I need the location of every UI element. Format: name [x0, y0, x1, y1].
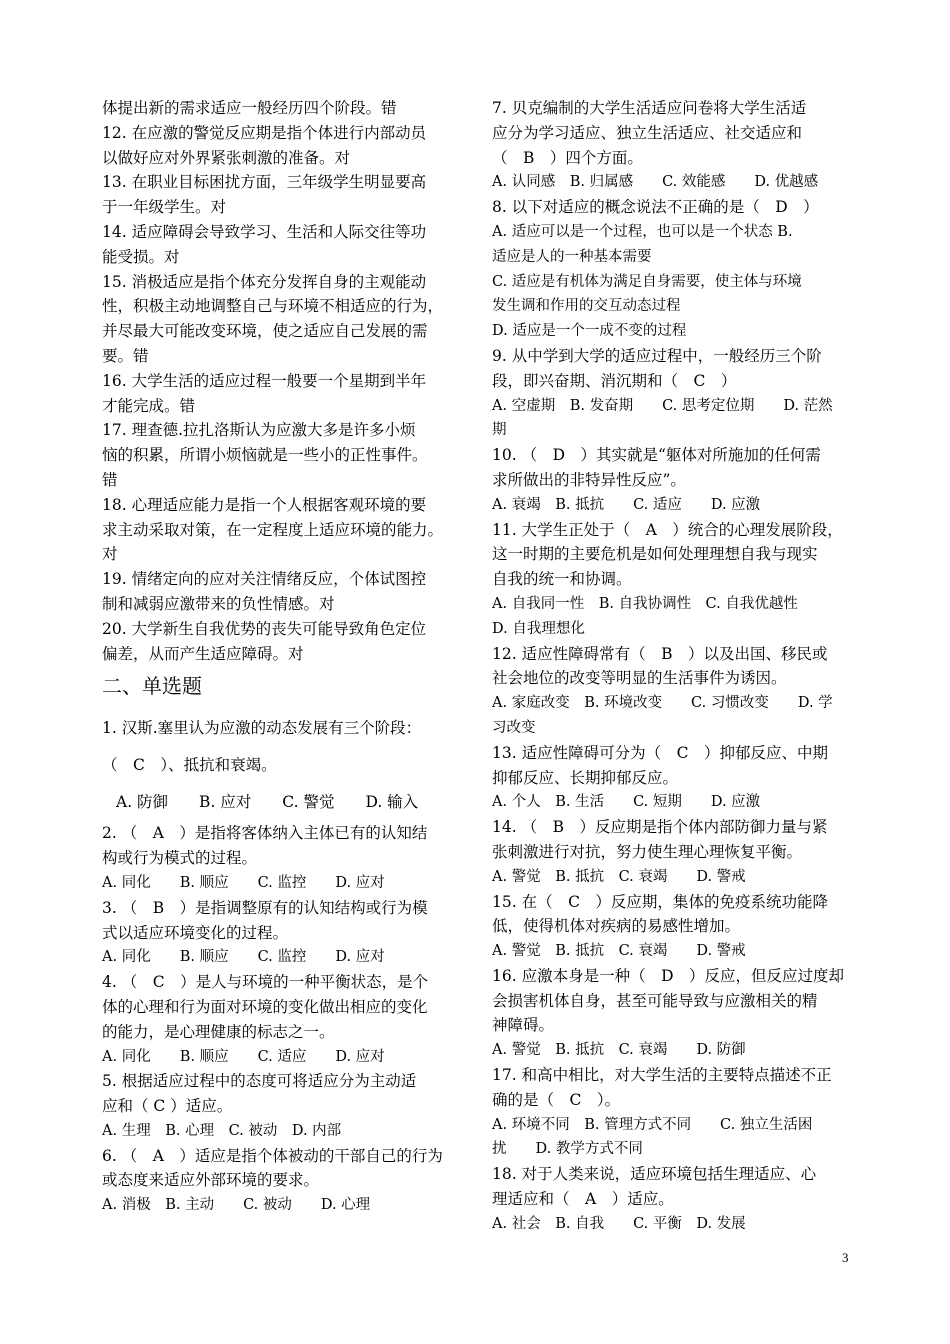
statement-line: 错	[102, 470, 118, 489]
statement-line: 对	[102, 545, 118, 564]
statement-line: 要。错	[102, 346, 149, 365]
answer-options-line: 发生调和作用的交互动态过程	[492, 298, 681, 315]
answer-options-line: C. 适应是有机体为满足自身需要，使主体与环境	[492, 273, 802, 290]
statement-line: 17. 理查德.拉扎洛斯认为应激大多是许多小烦	[102, 421, 416, 440]
answer-options-line: A. 适应可以是一个过程，也可以是一个状态 B.	[492, 223, 793, 240]
question-text-line: 17. 和高中相比，对大学生活的主要特点描述不正	[492, 1066, 832, 1085]
question-text-line: 9. 从中学到大学的适应过程中，一般经历三个阶	[492, 346, 822, 365]
statement-line: 恼的积累，所谓小烦恼就是一些小的正性事件。	[102, 446, 428, 465]
question-text-line: 5. 根据适应过程中的态度可将适应分为主动适	[102, 1072, 417, 1091]
question-text-line: 张刺激进行对抗，努力使生理心理恢复平衡。	[492, 842, 803, 861]
answer-options-line: 扰 D. 教学方式不同	[492, 1141, 643, 1158]
question-text-line: 18. 对于人类来说，适应环境包括生理适应、心	[492, 1165, 817, 1184]
question-text-line: 抑郁反应、长期抑郁反应。	[492, 768, 679, 787]
question-text-line: 15. 在（ C ）反应期，集体的免疫系统功能降	[492, 892, 828, 911]
answer-options-line: A. 警觉 B. 抵抗 C. 衰竭 D. 防御	[492, 1042, 746, 1059]
statement-line: 能受损。对	[102, 247, 180, 266]
answer-options-line: A. 生理 B. 心理 C. 被动 D. 内部	[102, 1122, 342, 1139]
question-1-blank: （ C ）、抵抗和衰竭。	[102, 756, 277, 775]
statement-line: 制和减弱应激带来的负性情感。对	[102, 594, 335, 613]
statement-line: 于一年级学生。对	[102, 198, 227, 217]
answer-options-line: A. 社会 B. 自我 C. 平衡 D. 发展	[492, 1215, 746, 1232]
answer-options-line: A. 警觉 B. 抵抗 C. 衰竭 D. 警戒	[492, 943, 746, 960]
answer-options-line: A. 环境不同 B. 管理方式不同 C. 独立生活困	[492, 1116, 813, 1133]
question-text-line: 6. （ A ）适应是指个体被动的干部自己的行为	[102, 1146, 443, 1165]
page-number: 3	[842, 1250, 849, 1265]
answer-options-line: D. 自我理想化	[492, 620, 585, 637]
question-text-line: 7. 贝克编制的大学生活适应问卷将大学生活适	[492, 99, 807, 117]
question-text-line: 自我的统一和协调。	[492, 570, 632, 589]
choice-questions-right	[492, 96, 854, 1237]
statement-line: 求主动采取对策，在一定程度上适应环境的能力。	[102, 520, 444, 539]
choice-questions-left	[102, 821, 470, 1218]
question-text-line: 10. （ D ）其实就是“躯体对所施加的任何需	[492, 446, 821, 465]
question-text-line: 这一时期的主要危机是如何处理理想自我与现实	[492, 545, 818, 564]
question-text-line: 或态度来适应外部环境的要求。	[102, 1171, 320, 1190]
true-false-section	[102, 96, 470, 666]
question-text-line: 社会地位的改变等明显的生活事件为诱因。	[492, 669, 787, 688]
question-text-line: 确的是（ C ）。	[492, 1090, 621, 1109]
statement-line: 13. 在职业目标困扰方面，三年级学生明显要高	[102, 173, 427, 192]
question-text-line: 11. 大学生正处于（ A ）统合的心理发展阶段，	[492, 520, 843, 539]
statement-line: 并尽最大可能改变环境，使之适应自己发展的需	[102, 322, 428, 341]
question-text-line: 的能力，是心理健康的标志之一。	[102, 1022, 335, 1041]
section-heading: 二、单选题	[102, 674, 202, 699]
answer-options-line: A. 消极 B. 主动 C. 被动 D. 心理	[102, 1197, 371, 1214]
question-text-line: 式以适应环境变化的过程。	[102, 923, 289, 942]
answer-options-line: A. 家庭改变 B. 环境改变 C. 习惯改变 D. 学	[492, 695, 833, 712]
question-text-line: 段，即兴奋期、消沉期和（ C ）	[492, 371, 737, 390]
question-text-line: 低，使得机体对疾病的易感性增加。	[492, 917, 741, 936]
question-text-line: 求所做出的非特异性反应”。	[492, 470, 686, 489]
question-text-line: 神障碍。	[492, 1016, 555, 1035]
statement-line: 14. 适应障碍会导致学习、生活和人际交往等功	[102, 222, 427, 241]
statement-line: 才能完成。错	[102, 396, 196, 415]
question-text-line: 应和（ C ）适应。	[102, 1097, 233, 1116]
question-text-line: 8. 以下对适应的概念说法不正确的是（ D ）	[492, 198, 819, 217]
statement-line: 偏差，从而产生适应障碍。对	[102, 644, 304, 663]
question-1-stem: 1. 汉斯.塞里认为应激的动态发展有三个阶段：	[102, 719, 422, 738]
statement-line: 18. 心理适应能力是指一个人根据客观环境的要	[102, 495, 427, 514]
statement-line: 以做好应对外界紧张刺激的准备。对	[102, 148, 351, 167]
statement-line: 性，积极主动地调整自己与环境不相适应的行为，	[102, 297, 444, 316]
statement-line: 16. 大学生活的适应过程一般要一个星期到半年	[102, 371, 427, 390]
answer-options-line: 适应是人的一种基本需要	[492, 248, 652, 265]
statement-line: 19. 情绪定向的应对关注情绪反应，个体试图控	[102, 570, 427, 589]
question-text-line: 13. 适应性障碍可分为（ C ）抑郁反应、中期	[492, 743, 828, 762]
answer-options-line: 期	[492, 422, 507, 439]
question-text-line: （ B ）四个方面。	[492, 148, 643, 167]
statement-line: 12. 在应激的警觉反应期是指个体进行内部动员	[102, 123, 427, 142]
question-1-options: A. 防御 B. 应对 C. 警觉 D. 输入	[116, 793, 419, 812]
question-text-line: 应分为学习适应、独立生活适应、社交适应和	[492, 123, 803, 142]
answer-options-line: A. 警觉 B. 抵抗 C. 衰竭 D. 警戒	[492, 868, 746, 885]
statement-line: 20. 大学新生自我优势的丧失可能导致角色定位	[102, 619, 427, 638]
statement-line: 15. 消极适应是指个体充分发挥自身的主观能动	[102, 272, 427, 291]
answer-options-line: A. 个人 B. 生活 C. 短期 D. 应激	[492, 794, 761, 811]
question-text-line: 理适应和（ A ）适应。	[492, 1190, 674, 1209]
answer-options-line: A. 同化 B. 顺应 C. 适应 D. 应对	[102, 1048, 385, 1065]
answer-options-line: 习改变	[492, 719, 536, 736]
question-text-line: 2. （ A ）是指将客体纳入主体已有的认知结	[102, 824, 428, 843]
question-text-line: 4. （ C ）是人与环境的一种平衡状态，是个	[102, 973, 429, 992]
question-text-line: 16. 应激本身是一种（ D ）反应，但反应过度却	[492, 966, 845, 985]
answer-options-line: D. 适应是一个一成不变的过程	[492, 323, 687, 340]
answer-options-line: A. 衰竭 B. 抵抗 C. 适应 D. 应激	[492, 496, 761, 513]
question-text-line: 3. （ B ）是指调整原有的认知结构或行为模	[102, 898, 428, 917]
answer-options-line: A. 同化 B. 顺应 C. 监控 D. 应对	[102, 949, 385, 966]
left-column	[102, 96, 470, 1218]
question-text-line: 体的心理和行为面对环境的变化做出相应的变化	[102, 997, 428, 1016]
right-column	[492, 96, 854, 1237]
question-text-line: 12. 适应性障碍常有（ B ）以及出国、移民或	[492, 644, 828, 663]
question-text-line: 14. （ B ）反应期是指个体内部防御力量与紧	[492, 818, 828, 837]
question-text-line: 构或行为模式的过程。	[102, 849, 258, 868]
answer-options-line: A. 空虚期 B. 发奋期 C. 思考定位期 D. 茫然	[492, 397, 833, 414]
question-text-line: 会损害机体自身，甚至可能导致与应激相关的精	[492, 991, 818, 1010]
answer-options-line: A. 认同感 B. 归属感 C. 效能感 D. 优越感	[492, 174, 819, 191]
statement-line: 体提出新的需求适应一般经历四个阶段。错	[102, 99, 397, 117]
answer-options-line: A. 同化 B. 顺应 C. 监控 D. 应对	[102, 874, 385, 891]
answer-options-line: A. 自我同一性 B. 自我协调性 C. 自我优越性	[492, 595, 798, 612]
